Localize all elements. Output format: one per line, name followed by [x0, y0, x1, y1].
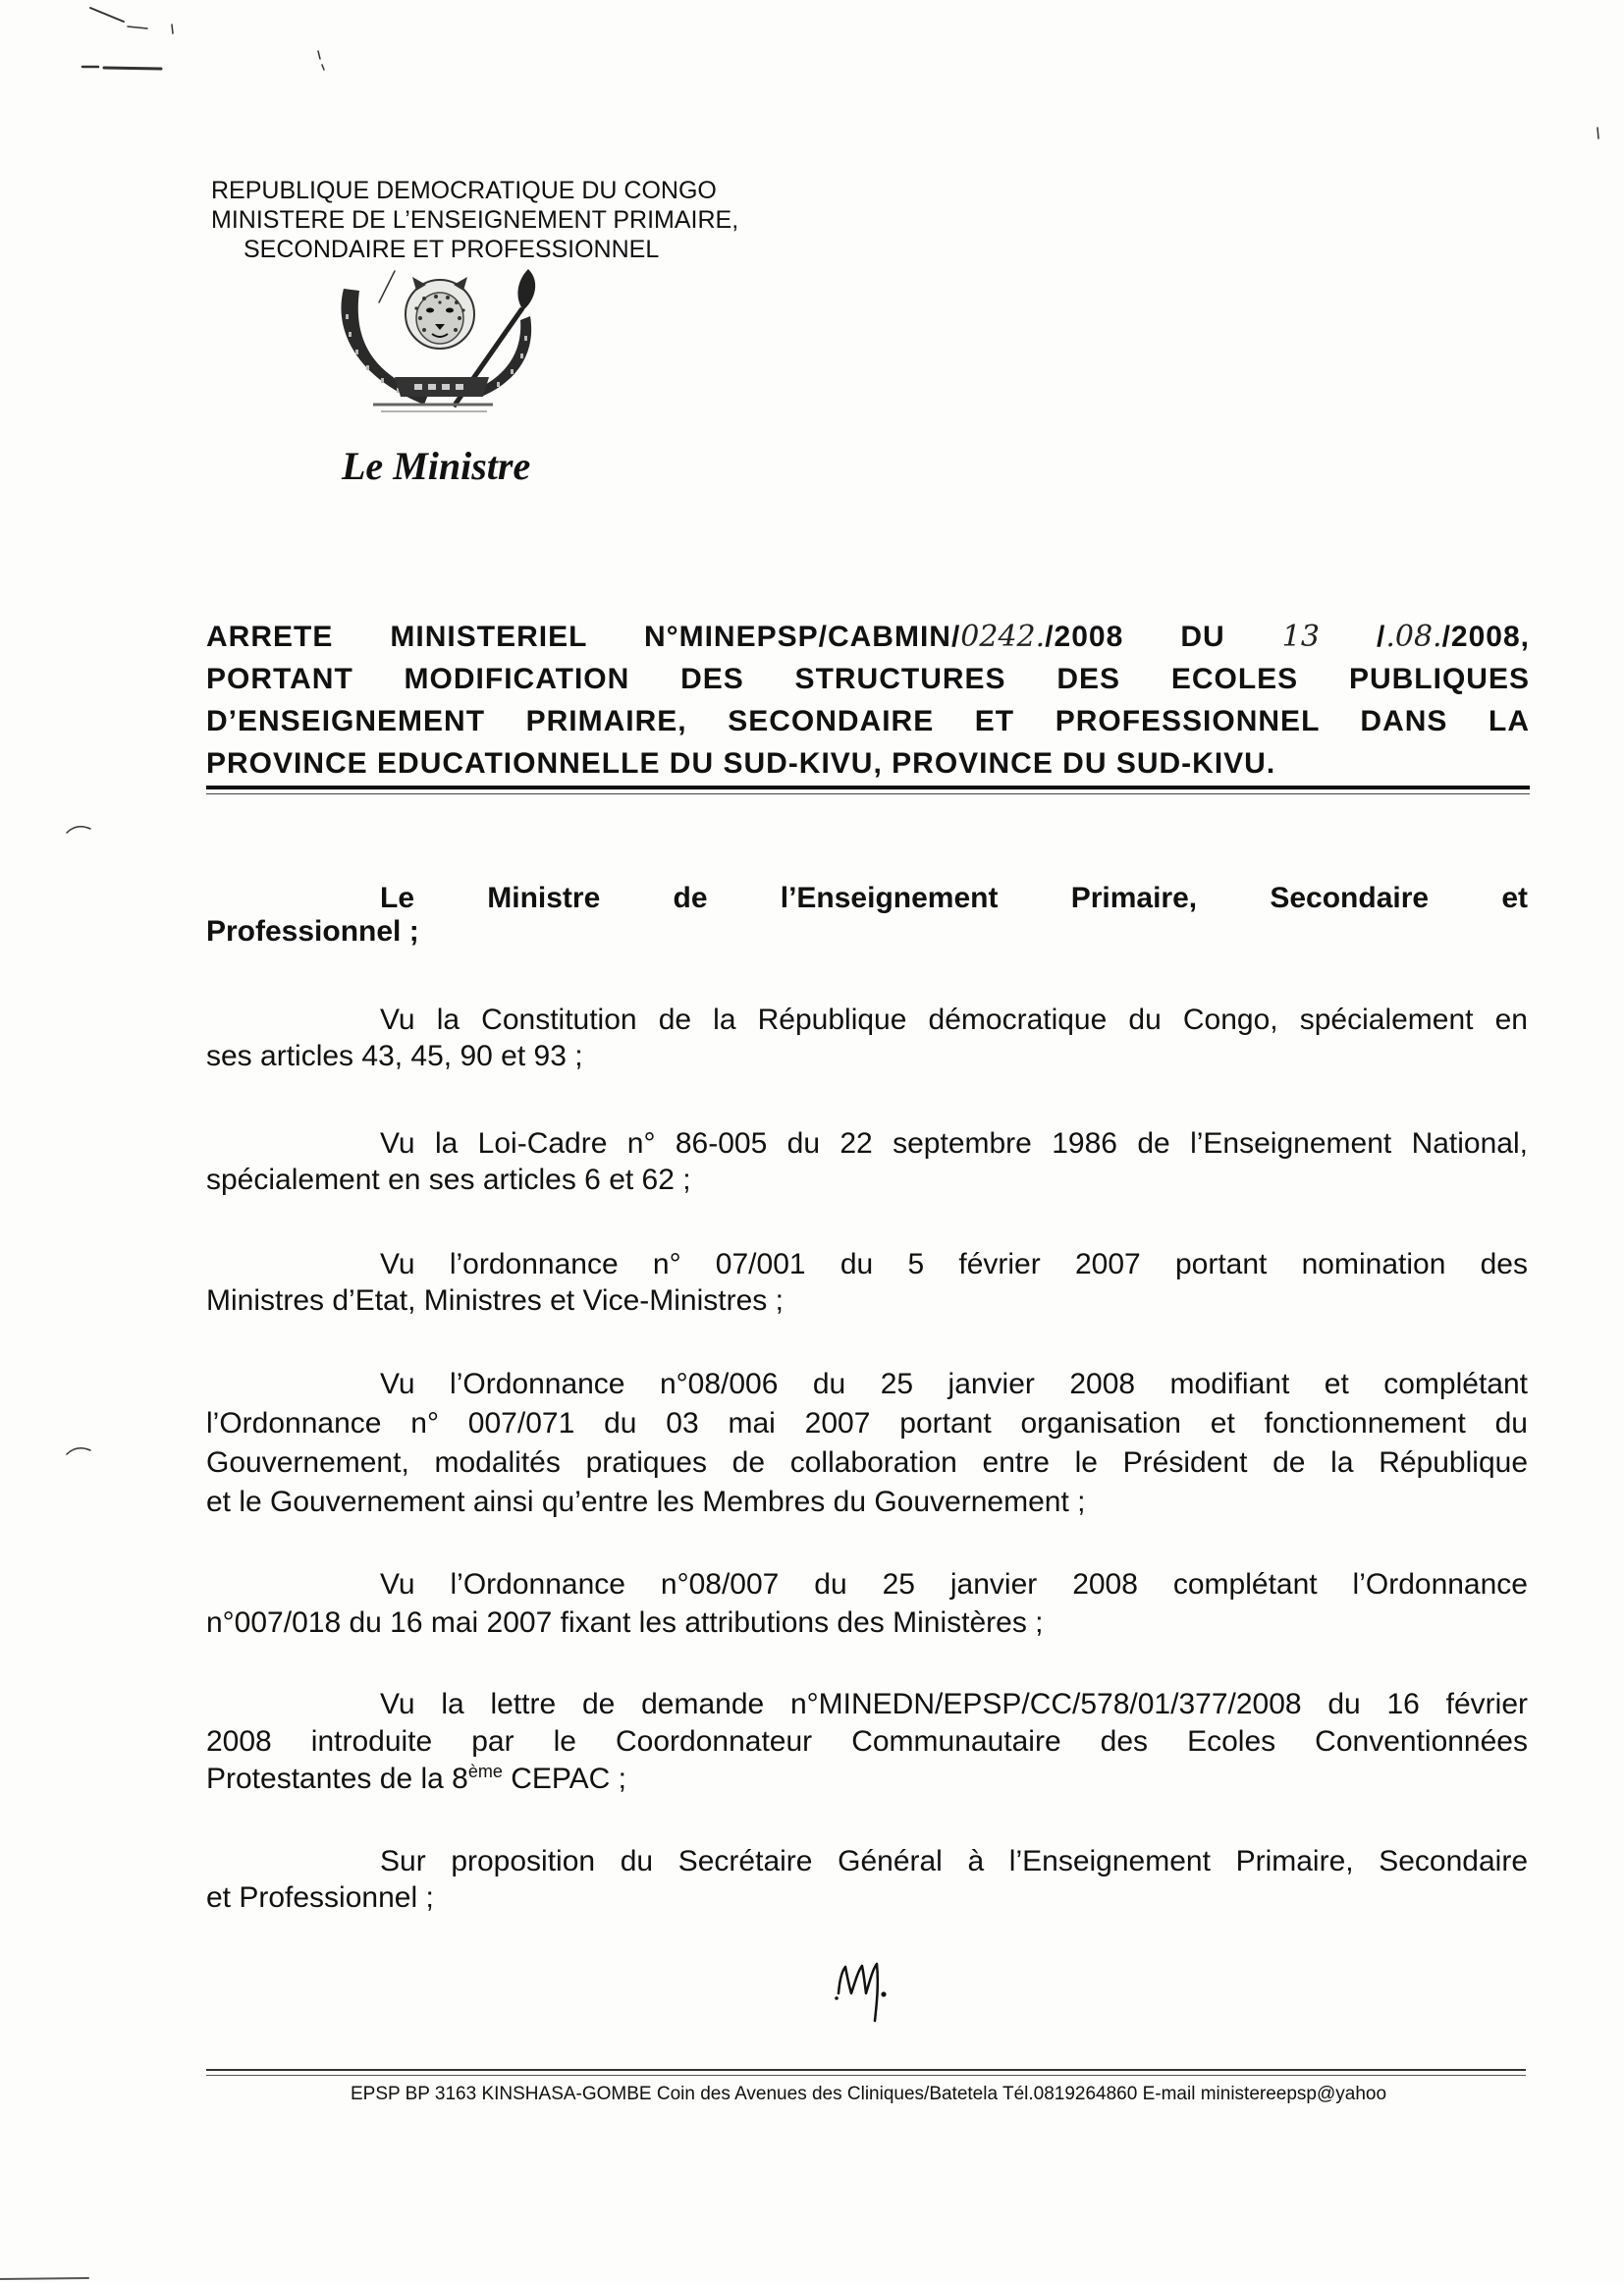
handwritten-month: .08.	[1385, 620, 1442, 654]
decree-reference-prefix: ARRETE MINISTERIEL N°MINEPSP/CABMIN/	[206, 621, 961, 653]
decree-title-line: PROVINCE EDUCATIONNELLE DU SUD-KIVU, PROVINCE DU SUD-KIVU.	[206, 747, 1276, 780]
paragraph-line: Vu la lettre de demande n°MINEDN/EPSP/CC/578/01/377/2008 du 16 février	[380, 1688, 1528, 1720]
handwritten-initials	[831, 1954, 901, 2025]
signatory-heading: Le Ministre	[342, 444, 531, 488]
paragraph-line: Vu l’ordonnance n° 07/001 du 5 février 2007 portant nomination des	[380, 1248, 1528, 1280]
paragraph-line: Sur proposition du Secrétaire Général à l’Enseignement Primaire, Secondaire	[380, 1845, 1528, 1877]
paragraph-line: Vu la Loi-Cadre n° 86-005 du 22 septembre 1986 de l’Enseignement National,	[380, 1127, 1528, 1160]
decree-title-line	[206, 616, 1530, 658]
decree-year-du: /2008 DU	[1045, 621, 1282, 653]
paragraph-line: et Professionnel ;	[206, 1881, 434, 1914]
paragraph-line: n°007/018 du 16 mai 2007 fixant les attributions des Ministères ;	[206, 1606, 1044, 1639]
considerant-ordonnance-07-001	[206, 1246, 1528, 1319]
decree-title-line: D’ENSEIGNEMENT PRIMAIRE, SECONDAIRE ET PROFESSIONNEL DANS LA	[206, 705, 1530, 737]
considerant-ordonnance-08-007	[206, 1565, 1528, 1642]
paragraph-line: Gouvernement, modalités pratiques de collaboration entre le Président de la République	[206, 1446, 1528, 1479]
letterhead	[211, 176, 738, 264]
sur-proposition-paragraph	[206, 1843, 1528, 1916]
letterhead-ministry-continued: SECONDAIRE ET PROFESSIONNEL	[244, 236, 660, 263]
decree-title	[206, 616, 1530, 785]
paragraph-line: ses articles 43, 45, 90 et 93 ;	[206, 1040, 583, 1072]
footer-address: EPSP BP 3163 KINSHASA-GOMBE Coin des Avenues des Cliniques/Batetela Tél.0819264860 E-mail ministereepsp@yahoo	[351, 2084, 1387, 2104]
paragraph-line	[206, 1761, 1528, 1798]
date-separator: /	[1319, 621, 1386, 653]
paragraph-line: et le Gouvernement ainsi qu’entre les Membres du Gouvernement ;	[206, 1486, 1086, 1518]
decree-title-line: PORTANT MODIFICATION DES STRUCTURES DES ECOLES PUBLIQUES	[206, 663, 1530, 695]
title-underline-thin	[206, 793, 1530, 794]
paragraph-line: Vu la Constitution de la République démocratique du Congo, spécialement en	[380, 1004, 1528, 1036]
line-text: CEPAC ;	[502, 1763, 626, 1795]
footer-rule	[206, 2069, 1526, 2071]
paragraph-line: Le Ministre de l’Enseignement Primaire, Secondaire et	[380, 882, 1528, 914]
considerant-loi-cadre	[206, 1125, 1528, 1198]
title-underline	[206, 786, 1530, 789]
letterhead-ministry: MINISTERE DE L’ENSEIGNEMENT PRIMAIRE,	[211, 206, 739, 234]
considerant-constitution	[206, 1002, 1528, 1074]
footer-rule-thin	[206, 2075, 1526, 2076]
decree-date-year: /2008,	[1441, 621, 1530, 653]
paragraph-line: 2008 introduite par le Coordonnateur Communautaire des Ecoles Conventionnées	[206, 1725, 1528, 1758]
paragraph-line: l’Ordonnance n° 007/071 du 03 mai 2007 portant organisation et fonctionnement du	[206, 1407, 1528, 1440]
paragraph-line: Ministres d’Etat, Ministres et Vice-Ministres ;	[206, 1284, 784, 1317]
paragraph-line: Vu l’Ordonnance n°08/006 du 25 janvier 2008 modifiant et complétant	[380, 1368, 1528, 1400]
paragraph-line: Professionnel ;	[206, 915, 419, 948]
paragraph-line: spécialement en ses articles 6 et 62 ;	[206, 1164, 691, 1196]
minister-heading-paragraph	[206, 882, 1528, 949]
paragraph-line: Vu l’Ordonnance n°08/007 du 25 janvier 2008 complétant l’Ordonnance	[380, 1568, 1528, 1601]
handwritten-day: 13	[1281, 620, 1320, 654]
coat-of-arms-icon	[334, 267, 540, 419]
letterhead-country: REPUBLIQUE DEMOCRATIQUE DU CONGO	[211, 177, 717, 204]
considerant-lettre-de-demande	[206, 1686, 1528, 1798]
ordinal-superscript: ème	[467, 1762, 503, 1781]
handwritten-decree-number: 0242.	[960, 620, 1046, 654]
considerant-ordonnance-08-006	[206, 1365, 1528, 1522]
line-text: Protestantes de la 8	[206, 1763, 468, 1795]
